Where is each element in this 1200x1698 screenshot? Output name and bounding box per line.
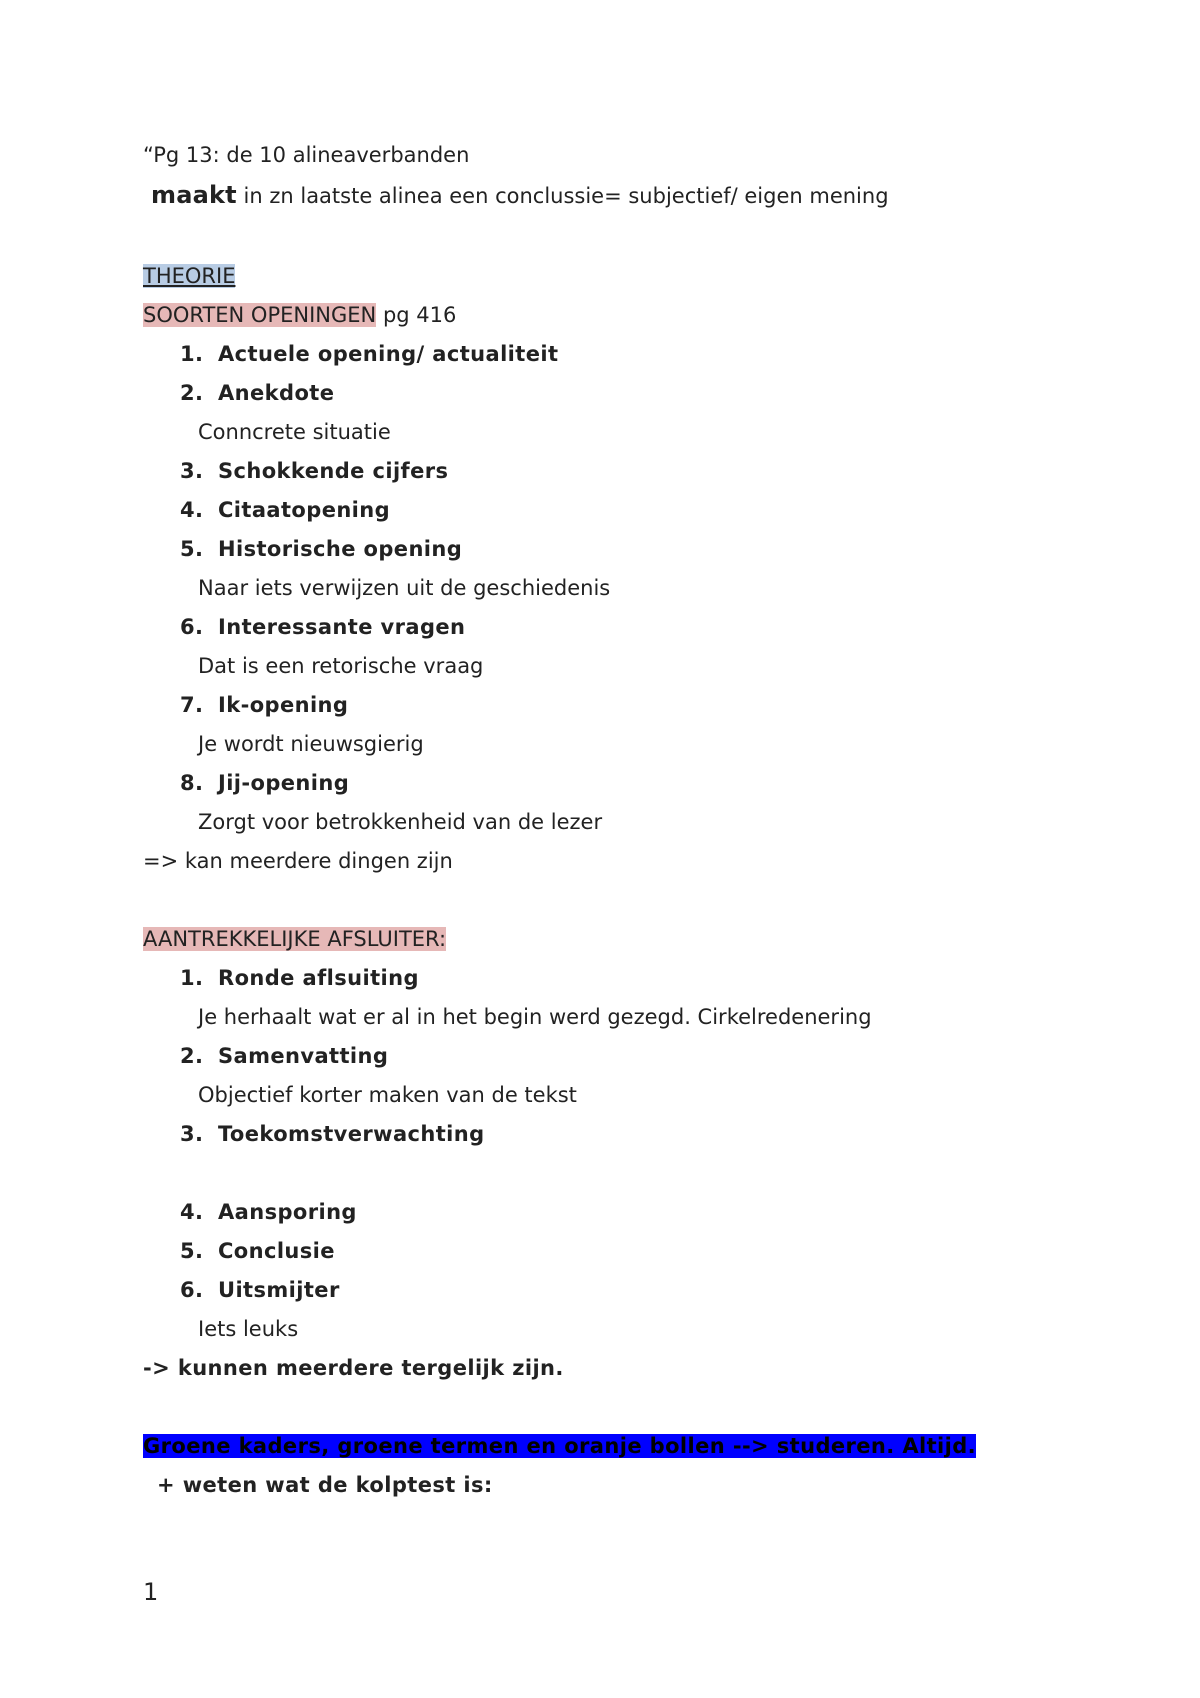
- afsluiter-item-3: 3. Toekomstverwachting: [180, 1122, 485, 1146]
- opening-item-8: 8. Jij-opening: [180, 771, 350, 795]
- theorie-heading: [143, 262, 235, 290]
- maakt-line: [151, 181, 889, 210]
- afsluiter-note-samenvatting: Objectief korter maken van de tekst: [198, 1083, 577, 1107]
- opening-item-6: 6. Interessante vragen: [180, 615, 466, 639]
- afsluiter-note-ronde: Je herhaalt wat er al in het begin werd gezegd. Cirkelredenering: [198, 1005, 872, 1029]
- maakt-rest: in zn laatste alinea een conclussie= subjectief/ eigen mening: [243, 184, 889, 208]
- afsluiter-item-5: 5. Conclusie: [180, 1239, 335, 1263]
- openingen-footer: => kan meerdere dingen zijn: [143, 849, 453, 873]
- openingen-heading: [143, 301, 456, 329]
- opening-note-vragen: Dat is een retorische vraag: [198, 654, 484, 678]
- afsluiter-heading: [143, 925, 446, 953]
- afsluiter-item-1: 1. Ronde aflsuiting: [180, 966, 419, 990]
- maakt-word: maakt: [151, 181, 237, 209]
- opening-item-4: 4. Citaatopening: [180, 498, 391, 522]
- highlight-line-text: Groene kaders, groene termen en oranje bollen --> studeren. Altijd.: [143, 1434, 977, 1458]
- opening-item-7: 7. Ik-opening: [180, 693, 349, 717]
- header-line: “Pg 13: de 10 alineaverbanden: [143, 143, 470, 167]
- afsluiter-heading-label: AANTREKKELIJKE AFSLUITER:: [143, 927, 447, 951]
- highlight-line: [143, 1432, 976, 1460]
- openingen-heading-label: SOORTEN OPENINGEN: [143, 303, 377, 327]
- openingen-page-ref: pg 416: [376, 303, 457, 327]
- opening-note-ik: Je wordt nieuwsgierig: [198, 732, 424, 756]
- theorie-label: THEORIE: [143, 264, 236, 288]
- opening-item-5: 5. Historische opening: [180, 537, 463, 561]
- afsluiter-note-uitsmijter: Iets leuks: [198, 1317, 299, 1341]
- kolptest-line: + weten wat de kolptest is:: [157, 1473, 493, 1497]
- opening-note-anekdote: Conncrete situatie: [198, 420, 391, 444]
- opening-item-1: 1. Actuele opening/ actualiteit: [180, 342, 559, 366]
- opening-item-2: 2. Anekdote: [180, 381, 335, 405]
- opening-item-3: 3. Schokkende cijfers: [180, 459, 449, 483]
- afsluiter-item-6: 6. Uitsmijter: [180, 1278, 340, 1302]
- opening-note-historisch: Naar iets verwijzen uit de geschiedenis: [198, 576, 611, 600]
- afsluiter-item-2: 2. Samenvatting: [180, 1044, 389, 1068]
- opening-note-jij: Zorgt voor betrokkenheid van de lezer: [198, 810, 603, 834]
- page-number: 1: [143, 1578, 159, 1606]
- afsluiter-footer: -> kunnen meerdere tergelijk zijn.: [143, 1356, 564, 1380]
- afsluiter-item-4: 4. Aansporing: [180, 1200, 357, 1224]
